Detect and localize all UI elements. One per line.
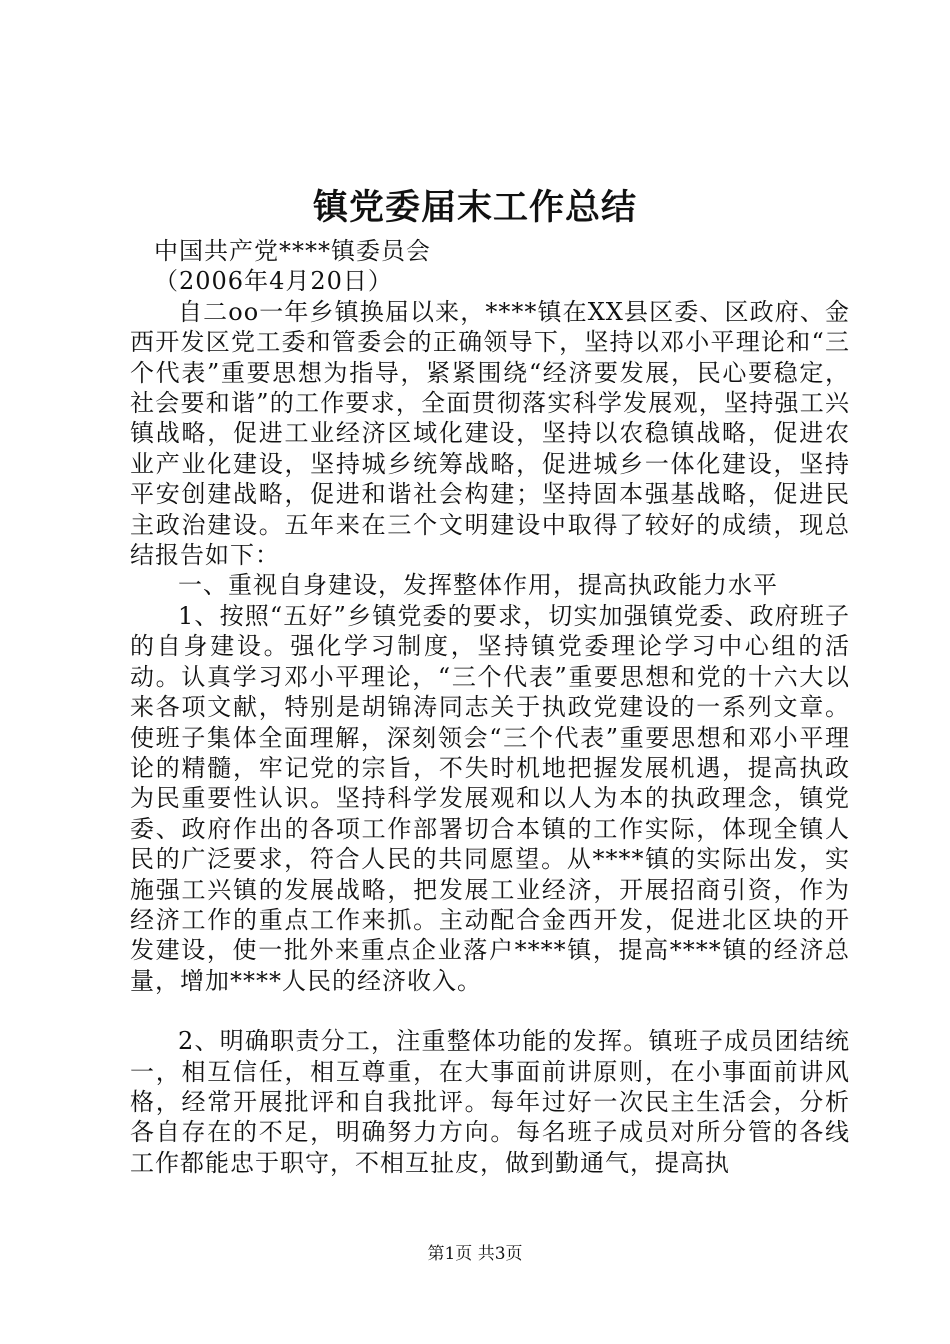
paragraph-intro: 自二oo一年乡镇换届以来，****镇在XX县区委、区政府、金西开发区党工委和管委会的正确领导下，坚持以邓小平理论和“三个代表”重要思想为指导，紧紧围绕“经济要发展，民心要稳定，社会要和谐”的工作要求，全面贯彻落实科学发展观，坚持强工兴镇战略，促进工业经济区域化建设，坚持以农稳镇战略，促进农业产业化建设，坚持城乡统筹战略，促进城乡一体化建设，坚持平安创建战略，促进和谐社会构建；坚持固本强基战略，促进民主政治建设。五年来在三个文明建设中取得了较好的成绩，现总结报告如下：: [130, 297, 850, 570]
paragraph-item-2: 2、明确职责分工，注重整体功能的发挥。镇班子成员团结统一，相互信任，相互尊重，在大事面前讲原则，在小事面前讲风格，经常开展批评和自我批评。每年过好一次民主生活会，分析各自存在的不足，明确努力方向。每名班子成员对所分管的各线工作都能忠于职守，不相互扯皮，做到勤通气，提高执: [130, 1027, 850, 1177]
document-title: 镇党委届末工作总结: [312, 187, 637, 228]
date-line: （2006年4月20日）: [154, 267, 393, 296]
author-line: 中国共产党****镇委员会: [154, 237, 431, 265]
section-heading-1: 一、重视自身建设，发挥整体作用，提高执政能力水平: [178, 571, 778, 600]
document-body: [130, 236, 850, 1178]
page-footer: 第1页 共3页: [427, 1244, 523, 1264]
paragraph-item-1: 1、按照“五好”乡镇党委的要求，切实加强镇党委、政府班子的自身建设。强化学习制度，坚持镇党委理论学习中心组的活动。认真学习邓小平理论，“三个代表”重要思想和党的十六大以来各项文献，特别是胡锦涛同志关于执政党建设的一系列文章。使班子集体全面理解，深刻领会“三个代表”重要思想和邓小平理论的精髓，牢记党的宗旨，不失时机地把握发展机遇，提高执政为民重要性认识。坚持科学发展观和以人为本的执政理念，镇党委、政府作出的各项工作部署切合本镇的工作实际，体现全镇人民的广泛要求，符合人民的共同愿望。从****镇的实际出发，实施强工兴镇的发展战略，把发展工业经济，开展招商引资，作为经济工作的重点工作来抓。主动配合金西开发，促进北区块的开发建设，使一批外来重点企业落户****镇，提高****镇的经济总量，增加****人民的经济收入。: [130, 601, 850, 995]
